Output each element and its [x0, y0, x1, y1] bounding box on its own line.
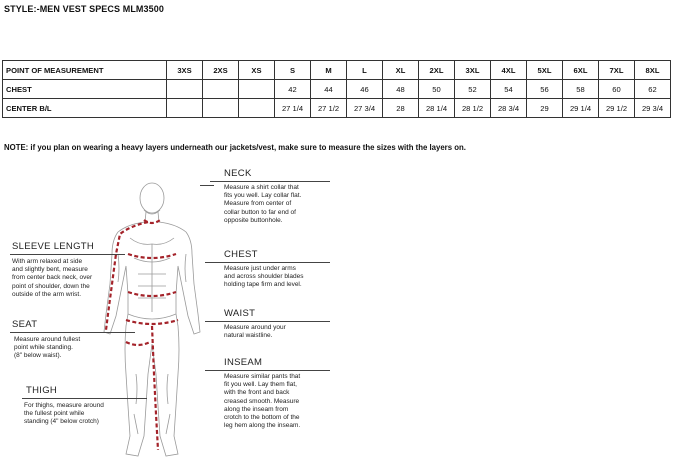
waist-divider — [205, 321, 330, 322]
seat-measure-line — [126, 320, 178, 324]
row-label: CENTER B/L — [3, 99, 167, 118]
table-cell: 54 — [491, 80, 527, 99]
size-header: XS — [239, 61, 275, 80]
measurement-guide — [0, 160, 679, 474]
table-row — [3, 80, 671, 99]
table-cell: 27 1/4 — [275, 99, 311, 118]
seat-divider — [10, 332, 135, 333]
size-header: 2XL — [419, 61, 455, 80]
seat-heading: SEAT — [12, 319, 38, 330]
waist-description: Measure around your natural waistline. — [224, 324, 286, 340]
table-cell — [167, 80, 203, 99]
size-header: XL — [383, 61, 419, 80]
size-header: M — [311, 61, 347, 80]
table-cell: 58 — [563, 80, 599, 99]
table-cell: 60 — [599, 80, 635, 99]
table-cell: 27 3/4 — [347, 99, 383, 118]
size-header: 6XL — [563, 61, 599, 80]
seat-description: Measure around fullest point while standing. (8" below waist). — [14, 336, 81, 360]
table-cell: 46 — [347, 80, 383, 99]
chest-description: Measure just under arms and across shoulder blades holding tape firm and level. — [224, 265, 304, 289]
size-header: 4XL — [491, 61, 527, 80]
table-cell — [203, 80, 239, 99]
thigh-description: For thighs, measure around the fullest point while standing (4" below crotch) — [24, 402, 104, 426]
size-header: 8XL — [635, 61, 671, 80]
table-cell: 28 1/4 — [419, 99, 455, 118]
chest-heading: CHEST — [224, 249, 258, 260]
body-figure-illustration — [90, 174, 240, 474]
table-cell — [203, 99, 239, 118]
neck-divider — [210, 181, 330, 182]
table-cell: 27 1/2 — [311, 99, 347, 118]
table-cell — [239, 99, 275, 118]
table-cell: 52 — [455, 80, 491, 99]
waist-heading: WAIST — [224, 308, 256, 319]
sleeve-length-description: With arm relaxed at side and slightly bent, measure from center back neck, over point of shoulder, down the outside of the arm wrist. — [12, 258, 93, 298]
size-header: 3XL — [455, 61, 491, 80]
size-header: S — [275, 61, 311, 80]
inseam-heading: INSEAM — [224, 357, 263, 368]
chest-divider — [205, 262, 330, 263]
thigh-measure-line — [126, 342, 150, 345]
table-row — [3, 99, 671, 118]
table-cell: 50 — [419, 80, 455, 99]
size-header: L — [347, 61, 383, 80]
size-header: 7XL — [599, 61, 635, 80]
sleeve-divider — [10, 254, 125, 255]
table-header-row — [3, 61, 671, 80]
size-header: 3XS — [167, 61, 203, 80]
layering-note: NOTE: if you plan on wearing a heavy layers underneath our jackets/vest, make sure to measure the sizes with the layers on. — [4, 143, 466, 152]
inseam-divider — [205, 370, 330, 371]
inseam-description: Measure similar pants that fit you well. Lay them flat, with the front and back creased smooth. Measure along the inseam from crotch to the bottom of the leg hem along the inseam. — [224, 373, 301, 430]
table-cell: 56 — [527, 80, 563, 99]
size-header: 2XS — [203, 61, 239, 80]
size-header: 5XL — [527, 61, 563, 80]
neck-description: Measure a shirt collar that fits you well. Lay collar flat. Measure from center of collar button to far end of opposite buttonhole. — [224, 184, 302, 224]
table-cell: 28 3/4 — [491, 99, 527, 118]
table-cell: 28 1/2 — [455, 99, 491, 118]
table-cell: 44 — [311, 80, 347, 99]
table-cell: 42 — [275, 80, 311, 99]
table-cell — [167, 99, 203, 118]
table-cell: 62 — [635, 80, 671, 99]
style-title: STYLE:-MEN VEST SPECS MLM3500 — [4, 4, 164, 14]
table-cell: 28 — [383, 99, 419, 118]
sleeve-length-heading: SLEEVE LENGTH — [12, 241, 95, 252]
neck-pointer — [200, 185, 214, 186]
table-cell: 29 3/4 — [635, 99, 671, 118]
table-cell — [239, 80, 275, 99]
table-cell: 29 — [527, 99, 563, 118]
header-label: POINT OF MEASUREMENT — [3, 61, 167, 80]
thigh-divider — [22, 398, 147, 399]
table-cell: 48 — [383, 80, 419, 99]
table-cell: 29 1/4 — [563, 99, 599, 118]
row-label: CHEST — [3, 80, 167, 99]
size-spec-table — [2, 60, 671, 118]
table-cell: 29 1/2 — [599, 99, 635, 118]
neck-heading: NECK — [224, 168, 252, 179]
thigh-heading: THIGH — [26, 385, 58, 396]
